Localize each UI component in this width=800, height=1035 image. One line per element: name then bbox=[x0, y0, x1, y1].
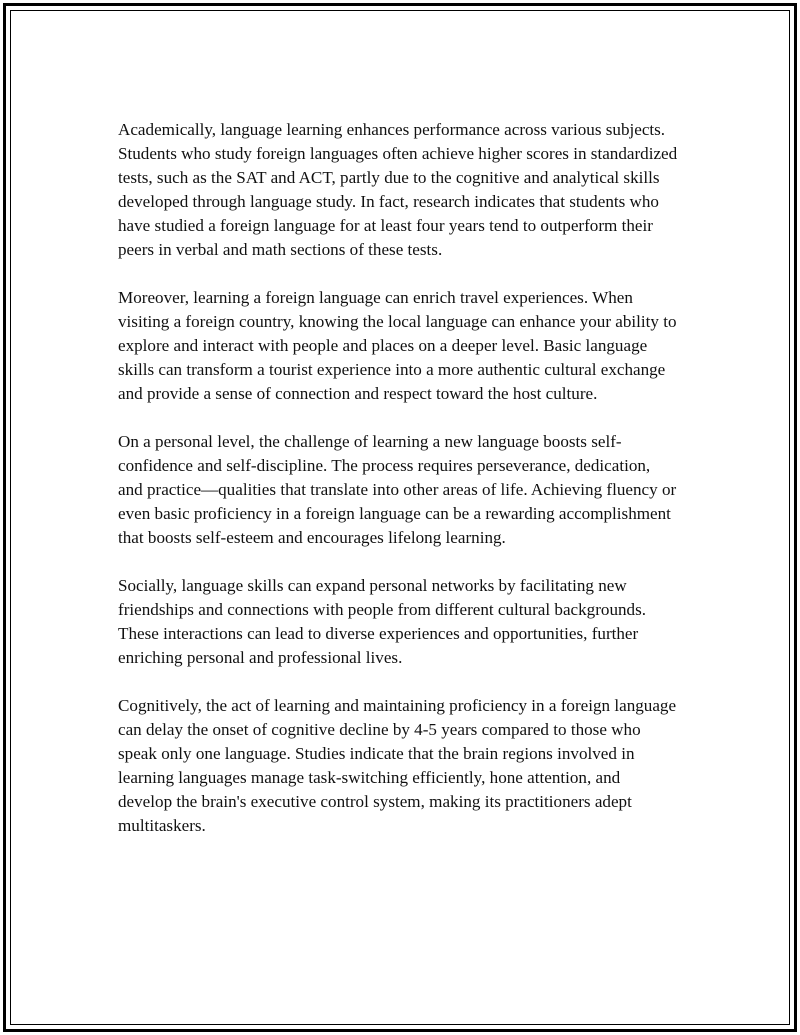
paragraph-cognitive: Cognitively, the act of learning and maintaining proficiency in a foreign language can delay the onset of cognitive decline by 4-5 years compared to those who speak only one language. Studies indicate that the brain regions involved in learning languages manage task-switching efficiently, hone attention, and develop the brain's executive control system, making its practitioners adept multitaskers. bbox=[118, 696, 677, 835]
paragraph-academic: Academically, language learning enhances performance across various subjects. Students who study foreign languages often achieve higher scores in standardized tests, such as the SAT and ACT, partly due to the cognitive and analytical skills developed through language study. In fact, research indicates that students who have studied a foreign language for at least four years tend to outperform their peers in verbal and math sections of these tests. bbox=[118, 120, 678, 259]
paragraph-social: Socially, language skills can expand personal networks by facilitating new friendships and connections with people from different cultural backgrounds. These interactions can lead to diverse experiences and opportunities, further enriching personal and professional lives. bbox=[118, 576, 647, 667]
paragraph-personal: On a personal level, the challenge of learning a new language boosts self-confidence and self-discipline. The process requires perseverance, dedication, and practice—qualities that translate into other areas of life. Achieving fluency or even basic proficiency in a foreign language can be a rewarding accomplishment that boosts self-esteem and encourages lifelong learning. bbox=[118, 432, 677, 547]
document-body bbox=[118, 118, 678, 862]
paragraph-travel: Moreover, learning a foreign language can enrich travel experiences. When visiting a foreign country, knowing the local language can enhance your ability to explore and interact with people and places on a deeper level. Basic language skills can transform a tourist experience into a more authentic cultural exchange and provide a sense of connection and respect toward the host culture. bbox=[118, 288, 677, 403]
